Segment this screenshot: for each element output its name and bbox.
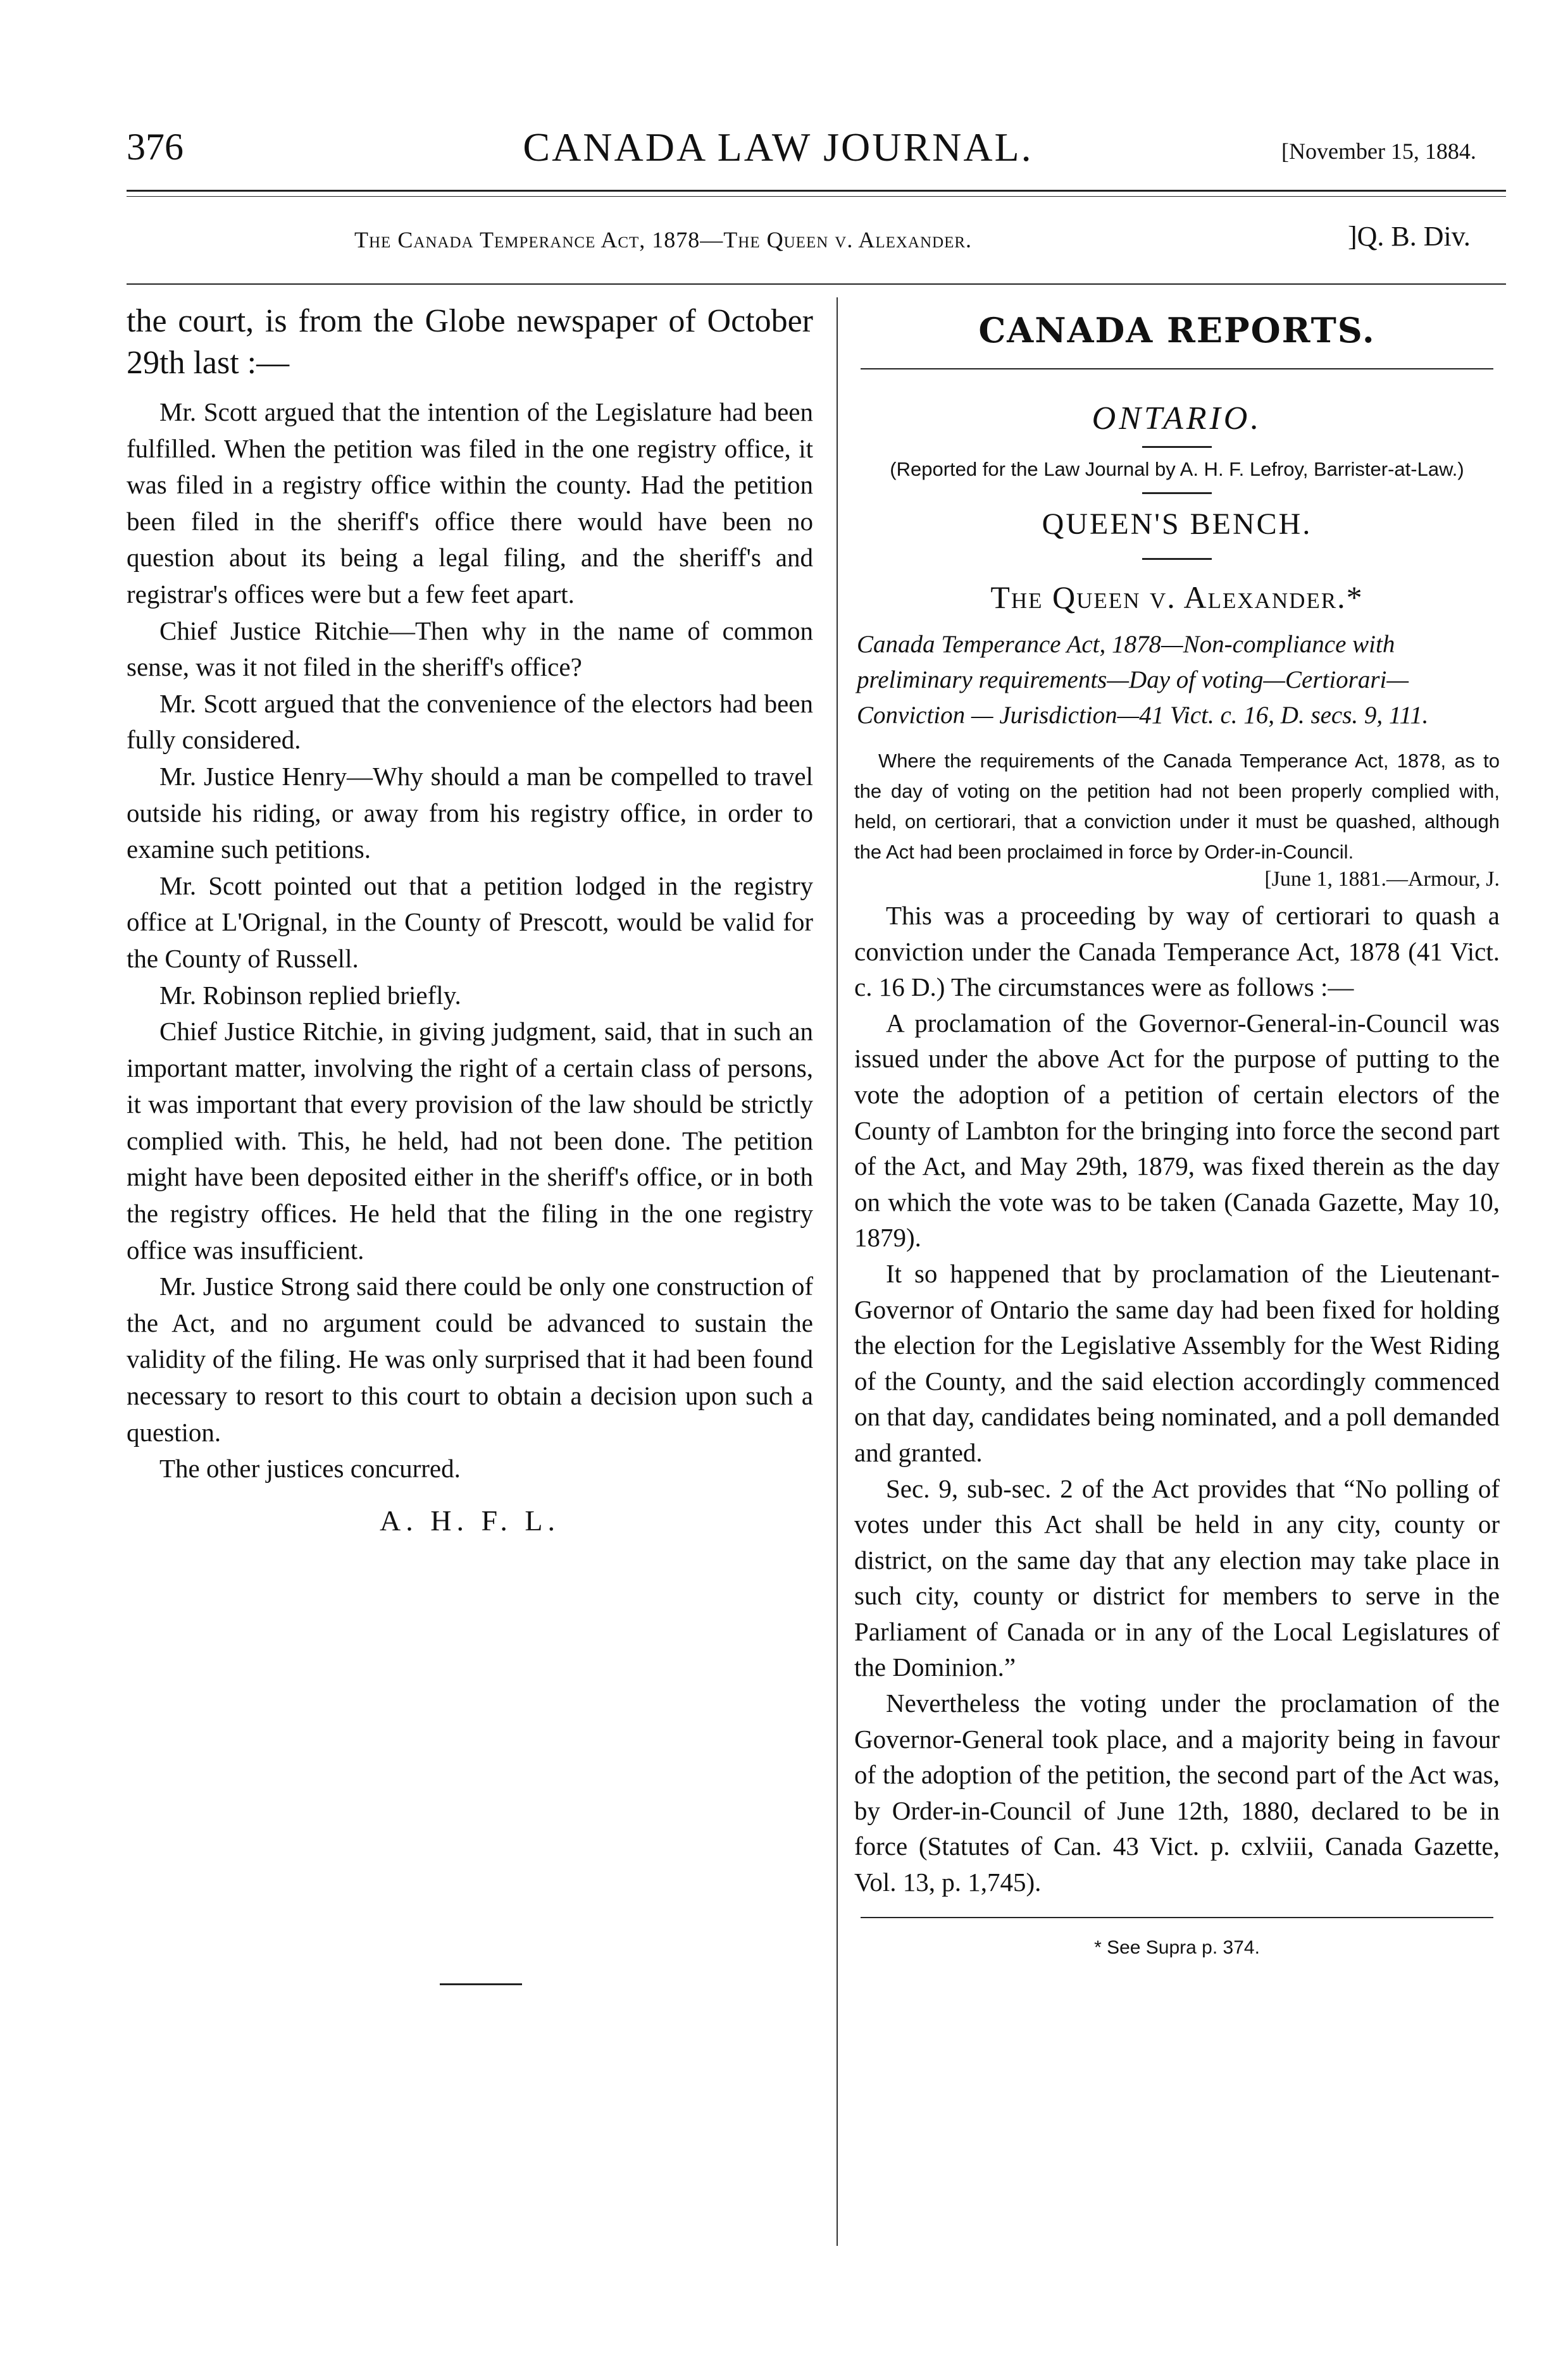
issue-date: [November 15, 1884. (1281, 139, 1476, 164)
paragraph: Mr. Scott pointed out that a petition lodged in the registry office at L'Orignal, in the County of Prescott, would be valid for the County of Russell. (127, 871, 813, 973)
court-rule (1142, 558, 1212, 560)
header-rule-thin (127, 196, 1506, 197)
paragraph: This was a proceeding by way of certiorari to quash a conviction under the Canada Temperance Act, 1878 (41 Vict. c. 16 D.) The circumstances were as follows :— (854, 901, 1500, 1002)
footnote-rule (861, 1917, 1493, 1918)
case-title: The Queen v. Alexander.* (990, 580, 1364, 615)
right-column (854, 304, 1500, 1959)
paragraph: Chief Justice Ritchie—Then why in the name of common sense, was it not filed in the sheriff's office? (127, 616, 813, 682)
case-headnote: Canada Temperance Act, 1878—Non-compliance with preliminary requirements—Day of voting—Certiorari—Conviction — Jurisdiction—41 Vict. c. 16, D. secs. 9, 111. (857, 631, 1429, 729)
paragraph: Mr. Scott argued that the intention of the Legislature had been fulfilled. When the petition was filed in the one registry office, it was filed in a registry office within the county. Had the petition been filed in the sheriff's office there would have been no question about its being a legal filing, and the sheriff's and registrar's offices were but a few feet apart. (127, 397, 813, 609)
reported-by: (Reported for the Law Journal by A. H. F. Lefroy, Barrister-at-Law.) (890, 458, 1464, 480)
running-head: The Canada Temperance Act, 1878—The Queen v. Alexander. (354, 227, 973, 252)
section-heading: CANADA REPORTS. (978, 310, 1376, 350)
header-rule (127, 190, 1506, 192)
paragraph: Nevertheless the voting under the proclamation of the Governor-General took place, and a majority being in favour of the adoption of the petition, the second part of the Act was, by Order-in-Council of June 12th, 1880, declared to be in force (Statutes of Can. 43 Vict. p. cxlviii, Canada Gazette, Vol. 13, p. 1,745). (854, 1689, 1500, 1897)
court-name: QUEEN'S BENCH. (1042, 507, 1312, 541)
paragraph: A proclamation of the Governor-General-in-Council was issued under the above Act for the purpose of putting to the vote the adoption of a petition of certain electors of the County of Lambton for the bringing into force the second part of the Act, and May 29th, 1879, was fixed therein as the day on which the vote was to be taken (Canada Gazette, May 10, 1879). (854, 1008, 1500, 1253)
decision-date: [June 1, 1881.—Armour, J. (1264, 867, 1500, 891)
case-body (854, 898, 1500, 1900)
province-heading: ONTARIO. (1092, 400, 1262, 437)
running-head-rule (127, 283, 1506, 285)
reporter-rule (1142, 492, 1212, 494)
footnote: * See Supra p. 374. (1094, 1937, 1260, 1958)
case-syllabus: Where the requirements of the Canada Temperance Act, 1878, as to the day of voting on the petition had not been properly complied with, held, on certiorari, that a conviction under it must be quashed, although the Act had been proclaimed in force by Order-in-Council. (854, 750, 1500, 863)
province-rule (1142, 446, 1212, 448)
paragraph: It so happened that by proclamation of the Lieutenant-Governor of Ontario the same day had been fixed for holding the election for the Legislative Assembly for the West Riding of the County, and the said election accordingly commenced on that day, candidates being nominated, and a poll demanded and granted. (854, 1258, 1500, 1467)
paragraph: The other justices concurred. (159, 1454, 461, 1484)
paragraph: Sec. 9, sub-sec. 2 of the Act provides that “No polling of votes under this Act shall be held in any city, county or district, on the same day that any election may take place in such city, county or district for members to serve in the Parliament of Canada or in any of the Local Legislatures of the Dominion.” (854, 1473, 1500, 1682)
column-divider (837, 297, 838, 2246)
paragraph: Mr. Scott argued that the convenience of the electors had been fully considered. (127, 688, 813, 755)
paragraph: Chief Justice Ritchie, in giving judgment, said, that in such an important matter, involving the right of a certain class of persons, it was important that every provision of the law should be strictly complied with. This, he held, had not been done. The petition might have been deposited either in the sheriff's office, or in both the registry offices. He held that the filing in the one registry office was insufficient. (127, 1017, 813, 1265)
paragraph: Mr. Justice Henry—Why should a man be compelled to travel outside his riding, or away from his registry office, in order to examine such petitions. (127, 761, 813, 864)
running-head-division: ]Q. B. Div. (1348, 221, 1471, 252)
page-number: 376 (127, 126, 184, 168)
heading-rule (861, 368, 1493, 369)
paragraph: Mr. Justice Strong said there could be only one construction of the Act, and no argument could be advanced to sustain the validity of the filing. He was only surprised that it had been found necessary to resort to this court to obtain a decision upon such a question. (127, 1272, 813, 1447)
left-column (127, 301, 813, 1539)
author-initials: A. H. F. L. (380, 1504, 560, 1537)
left-column-end-rule (440, 1983, 522, 1985)
journal-title: CANADA LAW JOURNAL. (523, 125, 1033, 170)
paragraph: Mr. Robinson replied briefly. (159, 980, 461, 1010)
lead-in-text: the court, is from the Globe newspaper of October 29th last :— (127, 303, 813, 381)
